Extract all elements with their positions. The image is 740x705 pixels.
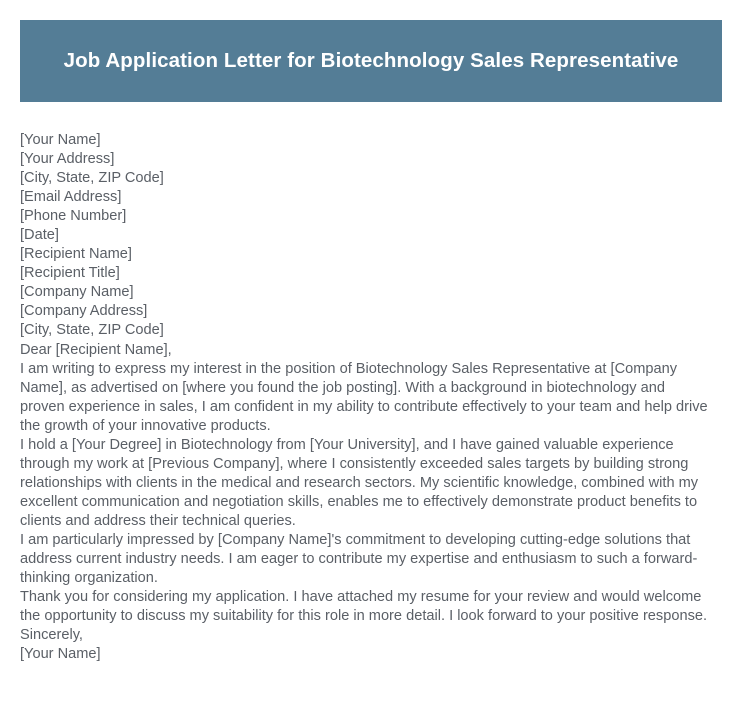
letter-paragraph: I am particularly impressed by [Company Name]'s commitment to developing cutting-edge solutions that address current industry needs. I am eager to contribute my expertise and enthusiasm to such a forward-thinking organization. — [20, 531, 698, 587]
recipient-line: [City, State, ZIP Code] — [20, 322, 164, 339]
sender-line: [Phone Number] — [20, 208, 127, 225]
closing: Sincerely, — [20, 627, 83, 644]
letter-paragraph: I hold a [Your Degree] in Biotechnology from [Your University], and I have gained valuable experience through my work at [Previous Company], where I consistently exceeded sales targets by building strong relationships with clients in the medical and research sectors. My scientific knowledge, combined with my excellent communication and negotiation skills, enables me to effectively demonstrate product benefits to clients and address their technical queries. — [20, 436, 699, 529]
recipient-line: [Company Address] — [20, 303, 148, 320]
letter-body — [20, 131, 720, 664]
document-header-banner — [20, 20, 722, 102]
recipient-line: [Recipient Title] — [20, 265, 120, 282]
recipient-address-block — [20, 245, 720, 340]
recipient-line: [Recipient Name] — [20, 246, 132, 263]
recipient-line: [Company Name] — [20, 284, 134, 301]
letter-paragraph: Thank you for considering my application. I have attached my resume for your review and would welcome the opportunity to discuss my suitability for this role in more detail. I look forward to your positive response. — [20, 589, 708, 625]
signature: [Your Name] — [20, 646, 101, 663]
page-title: Job Application Letter for Biotechnology Sales Representative — [63, 48, 679, 72]
salutation: Dear [Recipient Name], — [20, 341, 172, 358]
sender-line: [Your Address] — [20, 151, 115, 168]
sender-address-block — [20, 131, 720, 245]
sender-line: [Your Name] — [20, 132, 101, 148]
sender-line: [Email Address] — [20, 189, 122, 206]
sender-line: [City, State, ZIP Code] — [20, 170, 164, 187]
sender-line: [Date] — [20, 227, 59, 244]
letter-paragraph: I am writing to express my interest in the position of Biotechnology Sales Representative at [Company Name], as advertised on [where you found the job posting]. With a background in biotechnology and proven experience in sales, I am confident in my ability to contribute effectively to your team and help drive the growth of your innovative products. — [20, 360, 708, 434]
